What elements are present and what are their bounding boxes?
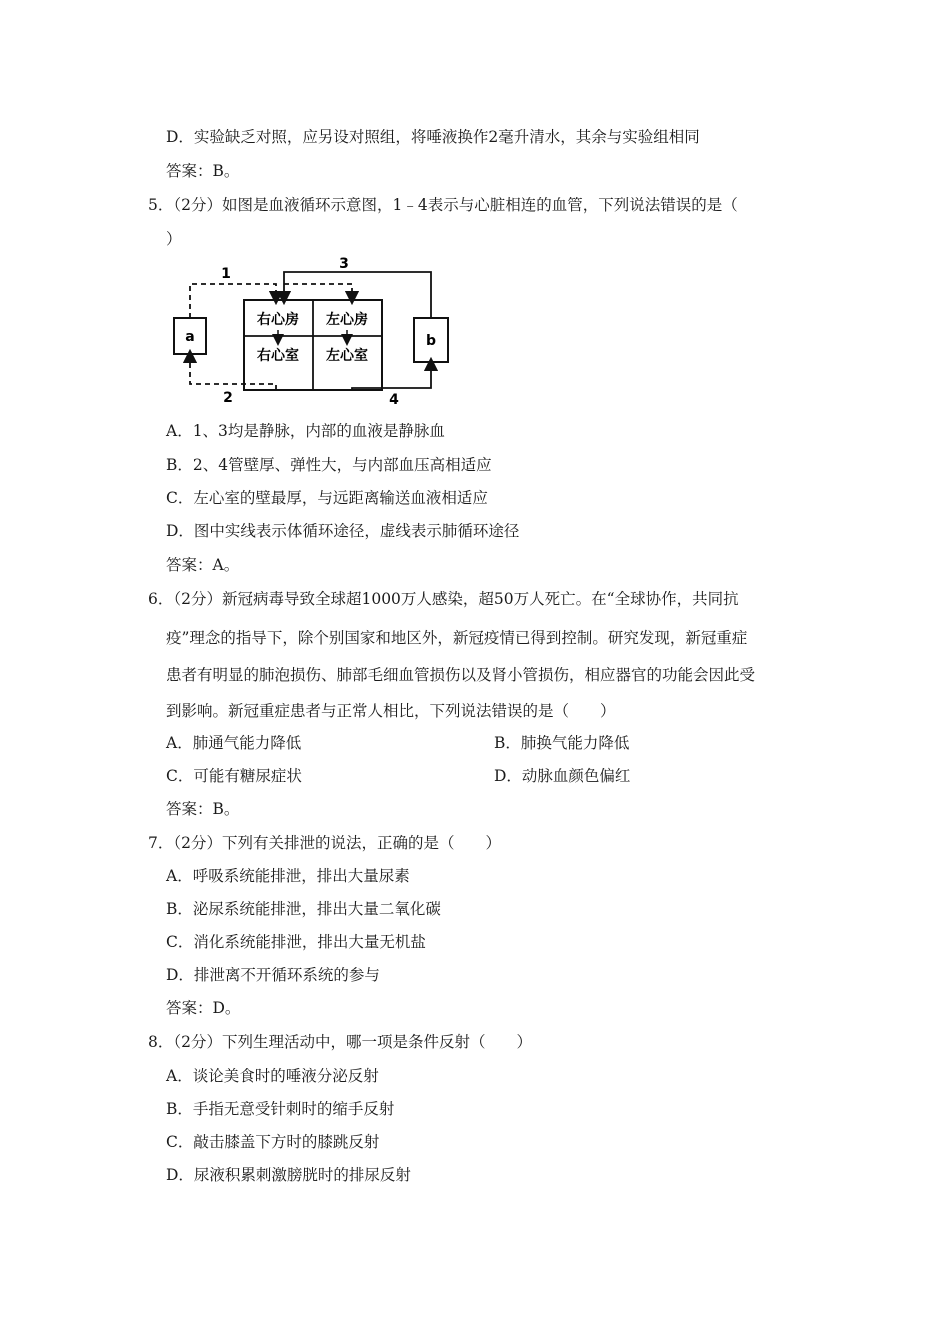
q5-option-b: B．2、4管壁厚、弹性大，与内部血压高相适应 [166, 456, 492, 474]
vessel-4-label: 4 [389, 392, 399, 406]
q8-option-a: A．谈论美食时的唾液分泌反射 [166, 1067, 379, 1085]
q7-option-c: C．消化系统能排泄，排出大量无机盐 [166, 933, 426, 951]
q5-option-a: A．1、3均是静脉，内部的血液是静脉血 [166, 422, 445, 440]
right-ventricle-label: 右心室 [257, 348, 299, 364]
q7-option-b: B．泌尿系统能排泄，排出大量二氧化碳 [166, 900, 441, 918]
vessel-3-label: 3 [339, 256, 349, 272]
vessel-2-label: 2 [223, 390, 233, 406]
q4-option-d: D．实验缺乏对照，应另设对照组，将唾液换作2毫升清水，其余与实验组相同 [166, 128, 700, 146]
q7-option-a: A．呼吸系统能排泄，排出大量尿素 [166, 867, 410, 885]
left-atrium-label: 左心房 [326, 312, 368, 328]
box-a-label: a [185, 329, 195, 345]
blood-circulation-diagram [166, 256, 456, 406]
q7-stem: 7．（2分）下列有关排泄的说法，正确的是（ ） [148, 834, 501, 852]
vessel-1-label: 1 [221, 266, 231, 282]
q5-stem-line1: 5．（2分）如图是血液循环示意图，1﹣4表示与心脏相连的血管，下列说法错误的是（ [148, 196, 738, 214]
q5-answer: 答案：A。 [166, 556, 240, 574]
q5-option-d: D．图中实线表示体循环途径，虚线表示肺循环途径 [166, 522, 520, 540]
right-atrium-label: 右心房 [257, 312, 299, 328]
q8-stem: 8．（2分）下列生理活动中，哪一项是条件反射（ ） [148, 1033, 532, 1051]
q8-option-c: C．敲击膝盖下方时的膝跳反射 [166, 1133, 380, 1151]
q6-stem-line4: 到影响。新冠重症患者与正常人相比，下列说法错误的是（ ） [166, 702, 616, 720]
q4-answer: 答案：B。 [166, 162, 240, 180]
q6-option-a: A．肺通气能力降低 [166, 734, 302, 752]
q6-stem-line2: 疫”理念的指导下，除个别国家和地区外，新冠疫情已得到控制。研究发现，新冠重症 [166, 629, 748, 647]
q8-option-d: D．尿液积累刺激膀胱时的排尿反射 [166, 1166, 411, 1184]
q6-answer: 答案：B。 [166, 800, 240, 818]
q6-stem-line1: 6．（2分）新冠病毒导致全球超1000万人感染，超50万人死亡。在“全球协作，共同抗 [148, 590, 739, 608]
q6-option-c: C．可能有糖尿症状 [166, 767, 302, 785]
left-ventricle-label: 左心室 [326, 348, 368, 364]
q6-option-d: D．动脉血颜色偏红 [494, 767, 631, 785]
q7-answer: 答案：D。 [166, 999, 241, 1017]
q6-option-b: B．肺换气能力降低 [494, 734, 630, 752]
q5-option-c: C．左心室的壁最厚，与远距离输送血液相适应 [166, 489, 488, 507]
box-b-label: b [425, 333, 437, 349]
q6-stem-line3: 患者有明显的肺泡损伤、肺部毛细血管损伤以及肾小管损伤，相应器官的功能会因此受 [166, 666, 756, 684]
q7-option-d: D．排泄离不开循环系统的参与 [166, 966, 380, 984]
vessel-3-branch [284, 284, 352, 298]
q5-stem-line2: ） [166, 230, 182, 248]
q8-option-b: B．手指无意受针刺时的缩手反射 [166, 1100, 395, 1118]
